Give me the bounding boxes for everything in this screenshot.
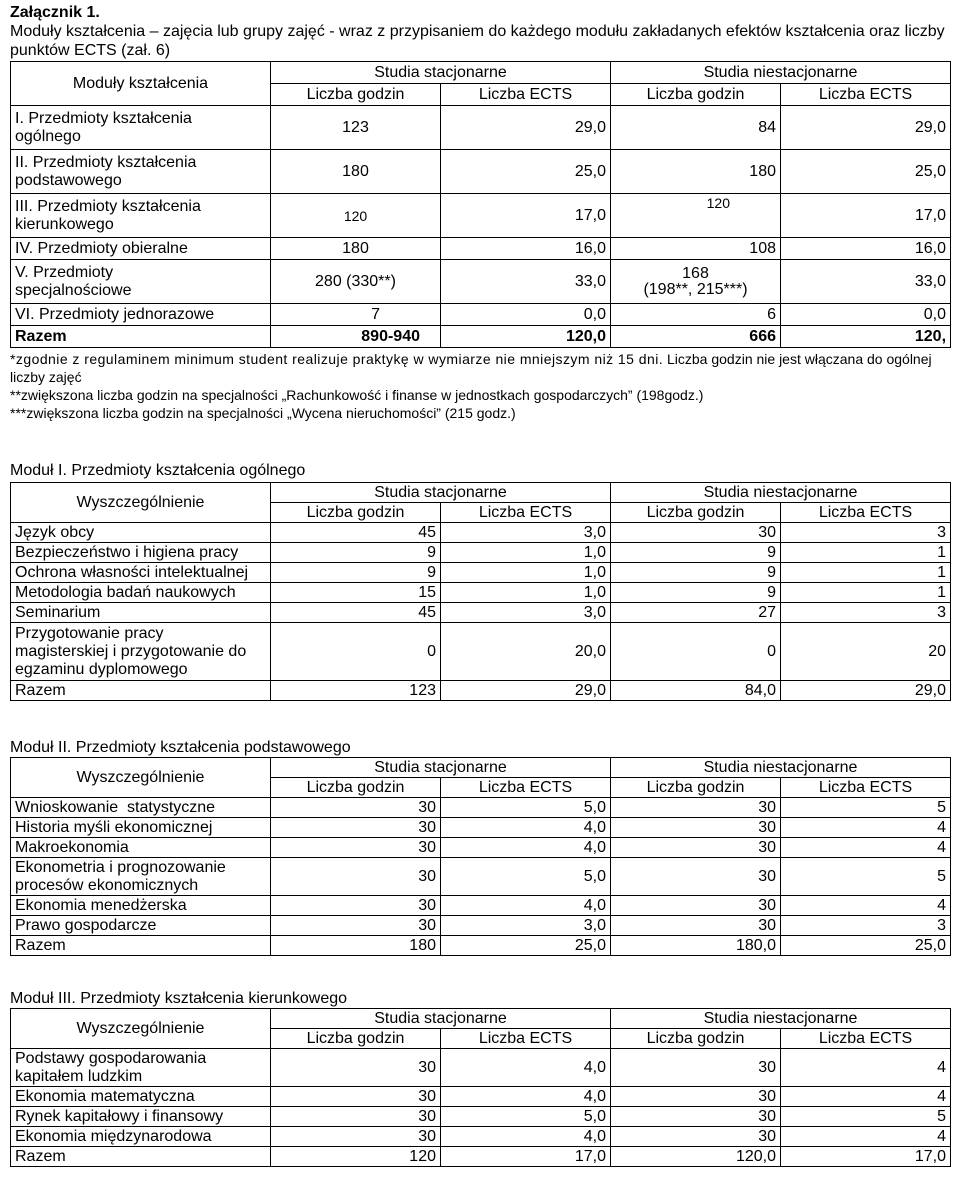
summary-sub-header: Liczba ECTS — [781, 84, 951, 106]
module-col-header: Wyszczególnienie — [11, 483, 271, 523]
cell-value: 120, — [781, 326, 951, 348]
module-sub-header: Liczba godzin — [271, 778, 441, 798]
summary-col-header: Moduły kształcenia — [11, 62, 271, 106]
cell-value: 4,0 — [441, 838, 611, 858]
table-row — [11, 1087, 951, 1107]
cell-value: 666 — [611, 326, 781, 348]
cell-value: 5,0 — [441, 858, 611, 896]
row-label — [11, 260, 271, 304]
table-row — [11, 563, 951, 583]
summary-sub-header: Liczba godzin — [271, 84, 441, 106]
module-heading: Moduł II. Przedmioty kształcenia podstawowego — [10, 739, 351, 756]
table-row — [11, 858, 951, 896]
cell-value: 1 — [781, 583, 951, 603]
document-title: Załącznik 1. — [10, 4, 100, 21]
cell-value: 4 — [781, 1127, 951, 1147]
cell-value: 4 — [781, 896, 951, 916]
table-row — [11, 583, 951, 603]
cell-value: 1 — [781, 563, 951, 583]
cell-value: 30 — [271, 1127, 441, 1147]
cell-value: 9 — [271, 563, 441, 583]
table-row — [11, 818, 951, 838]
cell-value: 30 — [611, 523, 781, 543]
cell-value: 890-940 — [271, 326, 441, 348]
table-row — [11, 1107, 951, 1127]
cell-value: 7 — [271, 304, 441, 326]
cell-value: 25,0 — [781, 936, 951, 956]
module-group-niestacjonarne: Studia niestacjonarne — [611, 758, 951, 778]
summary-sub-header: Liczba ECTS — [441, 84, 611, 106]
row-label: Bezpieczeństwo i higiena pracy — [11, 543, 271, 563]
cell-value: 3 — [781, 523, 951, 543]
table-total-row — [11, 936, 951, 956]
module-sub-header: Liczba godzin — [611, 778, 781, 798]
table-row — [11, 523, 951, 543]
row-label-line: Podstawy gospodarowania — [15, 1049, 207, 1067]
cell-value: 45 — [271, 523, 441, 543]
table-row — [11, 798, 951, 818]
cell-value: 180 — [271, 936, 441, 956]
summary-table — [10, 61, 951, 348]
module-table — [10, 482, 951, 701]
summary-sub-header: Liczba godzin — [611, 84, 781, 106]
cell-value: 29,0 — [781, 681, 951, 701]
cell-value: 30 — [611, 1049, 781, 1087]
cell-value: 25,0 — [781, 150, 951, 194]
cell-value: 0 — [611, 623, 781, 681]
row-label: Razem — [11, 326, 271, 348]
cell-value: 30 — [611, 1127, 781, 1147]
cell-value: 3,0 — [441, 603, 611, 623]
cell-value: 17,0 — [441, 1147, 611, 1167]
module-col-header: Wyszczególnienie — [11, 1009, 271, 1049]
row-label: Makroekonomia — [11, 838, 271, 858]
cell-value: 4 — [781, 1049, 951, 1087]
cell-value: 30 — [611, 1107, 781, 1127]
cell-value: 30 — [271, 838, 441, 858]
module-sub-header: Liczba ECTS — [781, 778, 951, 798]
table-row — [11, 238, 951, 260]
table-row — [11, 1049, 951, 1087]
cell-value: 30 — [271, 1087, 441, 1107]
cell-value: 1,0 — [441, 543, 611, 563]
cell-value: 120 — [271, 1147, 441, 1167]
cell-value: 5,0 — [441, 798, 611, 818]
cell-value: 120,0 — [441, 326, 611, 348]
cell-value: 30 — [271, 1049, 441, 1087]
cell-value: 4 — [781, 818, 951, 838]
cell-value: (198**, 215***) — [643, 280, 748, 298]
row-label: Ochrona własności intelektualnej — [11, 563, 271, 583]
cell-value: 9 — [611, 563, 781, 583]
module-sub-header: Liczba ECTS — [781, 1029, 951, 1049]
table-total-row — [11, 326, 951, 348]
cell-value: 20,0 — [441, 623, 611, 681]
row-label: Seminarium — [11, 603, 271, 623]
table-row — [11, 1127, 951, 1147]
row-label: Razem — [11, 681, 271, 701]
row-label-line: specjalnościowe — [15, 281, 132, 299]
table-row — [11, 543, 951, 563]
cell-value: 25,0 — [441, 150, 611, 194]
cell-value: 6 — [611, 304, 781, 326]
cell-value: 120 — [611, 194, 781, 238]
row-label: Ekonomia międzynarodowa — [11, 1127, 271, 1147]
cell-value: 30 — [271, 858, 441, 896]
cell-value: 33,0 — [441, 260, 611, 304]
cell-value: 30 — [611, 858, 781, 896]
cell-value: 4,0 — [441, 1127, 611, 1147]
row-label-line: V. Przedmioty — [15, 263, 114, 281]
table-row — [11, 106, 951, 150]
table-total-row — [11, 681, 951, 701]
cell-value: 168 — [682, 264, 709, 282]
module-sub-header: Liczba godzin — [611, 503, 781, 523]
module-sub-header: Liczba godzin — [271, 1029, 441, 1049]
row-label — [11, 858, 271, 896]
cell-value: 30 — [611, 838, 781, 858]
cell-value: 29,0 — [781, 106, 951, 150]
cell-value: 5,0 — [441, 1107, 611, 1127]
cell-value: 5 — [781, 858, 951, 896]
footnote — [10, 350, 950, 386]
cell-value: 30 — [271, 798, 441, 818]
cell-value: 3,0 — [441, 523, 611, 543]
row-label: Metodologia badań naukowych — [11, 583, 271, 603]
cell-value: 4,0 — [441, 1087, 611, 1107]
cell-value: 123 — [271, 106, 441, 150]
cell-value: 20 — [781, 623, 951, 681]
footnotes — [10, 350, 950, 422]
cell-value: 1,0 — [441, 583, 611, 603]
cell-value: 45 — [271, 603, 441, 623]
cell-value: 30 — [271, 916, 441, 936]
module-group-niestacjonarne: Studia niestacjonarne — [611, 483, 951, 503]
cell-value: 3 — [781, 916, 951, 936]
cell-value: 15 — [271, 583, 441, 603]
row-label: Ekonomia menedżerska — [11, 896, 271, 916]
cell-value: 30 — [611, 916, 781, 936]
cell-value: 33,0 — [781, 260, 951, 304]
row-label-line: magisterskiej i przygotowanie do — [15, 642, 247, 660]
row-label-line: kapitałem ludzkim — [15, 1067, 143, 1085]
cell-value: 9 — [611, 583, 781, 603]
cell-value: 280 (330**) — [271, 260, 441, 304]
module-table — [10, 757, 951, 956]
row-label: Historia myśli ekonomicznej — [11, 818, 271, 838]
cell-value: 9 — [611, 543, 781, 563]
row-label-line: II. Przedmioty kształcenia — [15, 153, 197, 171]
module-group-niestacjonarne: Studia niestacjonarne — [611, 1009, 951, 1029]
module-group-stacjonarne: Studia stacjonarne — [271, 483, 611, 503]
cell-value: 180 — [271, 150, 441, 194]
cell-value: 3,0 — [441, 916, 611, 936]
cell-value: 16,0 — [781, 238, 951, 260]
cell-value: 4,0 — [441, 896, 611, 916]
row-label — [11, 1049, 271, 1087]
cell-value: 30 — [611, 798, 781, 818]
cell-value: 180 — [271, 238, 441, 260]
cell-value: 5 — [781, 798, 951, 818]
cell-value: 0 — [271, 623, 441, 681]
cell-value: 16,0 — [441, 238, 611, 260]
cell-value: 9 — [271, 543, 441, 563]
module-heading: Moduł III. Przedmioty kształcenia kierunkowego — [10, 990, 348, 1007]
cell-value: 4 — [781, 1087, 951, 1107]
cell-value: 123 — [271, 681, 441, 701]
cell-value: 1 — [781, 543, 951, 563]
cell-value: 25,0 — [441, 936, 611, 956]
cell-value: 180 — [611, 150, 781, 194]
cell-value: 84 — [611, 106, 781, 150]
table-row — [11, 896, 951, 916]
module-group-stacjonarne: Studia stacjonarne — [271, 758, 611, 778]
document-intro: Moduły kształcenia – zajęcia lub grupy zajęć - wraz z przypisaniem do każdego modułu zakładanych efektów kształcenia oraz liczby punktów ECTS (zał. 6) — [10, 23, 945, 59]
summary-group-niestacjonarne: Studia niestacjonarne — [611, 62, 951, 84]
cell-value: 29,0 — [441, 106, 611, 150]
cell-value: 120 — [271, 194, 441, 238]
cell-value-split — [611, 260, 781, 304]
module-sub-header: Liczba ECTS — [441, 1029, 611, 1049]
cell-value: 84,0 — [611, 681, 781, 701]
module-sub-header: Liczba ECTS — [781, 503, 951, 523]
row-label — [11, 106, 271, 150]
cell-value: 108 — [611, 238, 781, 260]
row-label-line: III. Przedmioty kształcenia — [15, 197, 201, 215]
table-row — [11, 838, 951, 858]
row-label: VI. Przedmioty jednorazowe — [11, 304, 271, 326]
cell-value: 30 — [271, 896, 441, 916]
module-sub-header: Liczba ECTS — [441, 778, 611, 798]
cell-value: 30 — [611, 818, 781, 838]
cell-value: 17,0 — [781, 194, 951, 238]
module-table — [10, 1008, 951, 1167]
table-row — [11, 916, 951, 936]
cell-value: 120,0 — [611, 1147, 781, 1167]
cell-value: 0,0 — [781, 304, 951, 326]
footnote: ***zwiększona liczba godzin na specjalności „Wycena nieruchomości” (215 godz.) — [10, 405, 516, 421]
row-label-line: Ekonometria i prognozowanie — [15, 858, 226, 876]
row-label: Razem — [11, 936, 271, 956]
cell-value: 4,0 — [441, 1049, 611, 1087]
row-label-line: procesów ekonomicznych — [15, 876, 199, 894]
row-label-line: egzaminu dyplomowego — [15, 660, 188, 678]
row-label: Prawo gospodarcze — [11, 916, 271, 936]
module-sub-header: Liczba godzin — [271, 503, 441, 523]
row-label-line: ogólnego — [15, 127, 81, 145]
cell-value: 180,0 — [611, 936, 781, 956]
cell-value: 4 — [781, 838, 951, 858]
row-label-line: podstawowego — [15, 171, 122, 189]
cell-value: 30 — [271, 818, 441, 838]
cell-value: 5 — [781, 1107, 951, 1127]
row-label: Ekonomia matematyczna — [11, 1087, 271, 1107]
summary-group-stacjonarne: Studia stacjonarne — [271, 62, 611, 84]
table-row — [11, 260, 951, 304]
module-group-stacjonarne: Studia stacjonarne — [271, 1009, 611, 1029]
cell-value: 30 — [611, 1087, 781, 1107]
footnote: **zwiększona liczba godzin na specjalności „Rachunkowość i finanse w jednostkach gospodarczych” (198godz.) — [10, 387, 704, 403]
cell-value: 29,0 — [441, 681, 611, 701]
table-row — [11, 194, 951, 238]
cell-value: 30 — [271, 1107, 441, 1127]
cell-value: 1,0 — [441, 563, 611, 583]
row-label: Wnioskowanie statystyczne — [11, 798, 271, 818]
row-label: Razem — [11, 1147, 271, 1167]
row-label-line: Przygotowanie pracy — [15, 624, 164, 642]
row-label-line: kierunkowego — [15, 215, 114, 233]
table-total-row — [11, 1147, 951, 1167]
row-label — [11, 623, 271, 681]
footnote-text: Liczba godzin nie jest włączana do ogólnej liczby zajęć — [10, 351, 932, 385]
cell-value: 0,0 — [441, 304, 611, 326]
footnote-text: *zgodnie z regulaminem minimum student realizuje praktykę w wymiarze nie mniejszym niż 15 dni. — [10, 351, 664, 367]
row-label: Język obcy — [11, 523, 271, 543]
module-heading: Moduł I. Przedmioty kształcenia ogólnego — [10, 462, 306, 479]
module-sub-header: Liczba godzin — [611, 1029, 781, 1049]
cell-value: 30 — [611, 896, 781, 916]
module-sub-header: Liczba ECTS — [441, 503, 611, 523]
row-label-line: I. Przedmioty kształcenia — [15, 109, 192, 127]
cell-value: 27 — [611, 603, 781, 623]
cell-value: 4,0 — [441, 818, 611, 838]
row-label: IV. Przedmioty obieralne — [11, 238, 271, 260]
row-label — [11, 194, 271, 238]
cell-value: 17,0 — [441, 194, 611, 238]
table-row — [11, 150, 951, 194]
table-row — [11, 304, 951, 326]
table-row — [11, 623, 951, 681]
cell-value: 17,0 — [781, 1147, 951, 1167]
module-col-header: Wyszczególnienie — [11, 758, 271, 798]
cell-value: 3 — [781, 603, 951, 623]
row-label: Rynek kapitałowy i finansowy — [11, 1107, 271, 1127]
row-label — [11, 150, 271, 194]
table-row — [11, 603, 951, 623]
